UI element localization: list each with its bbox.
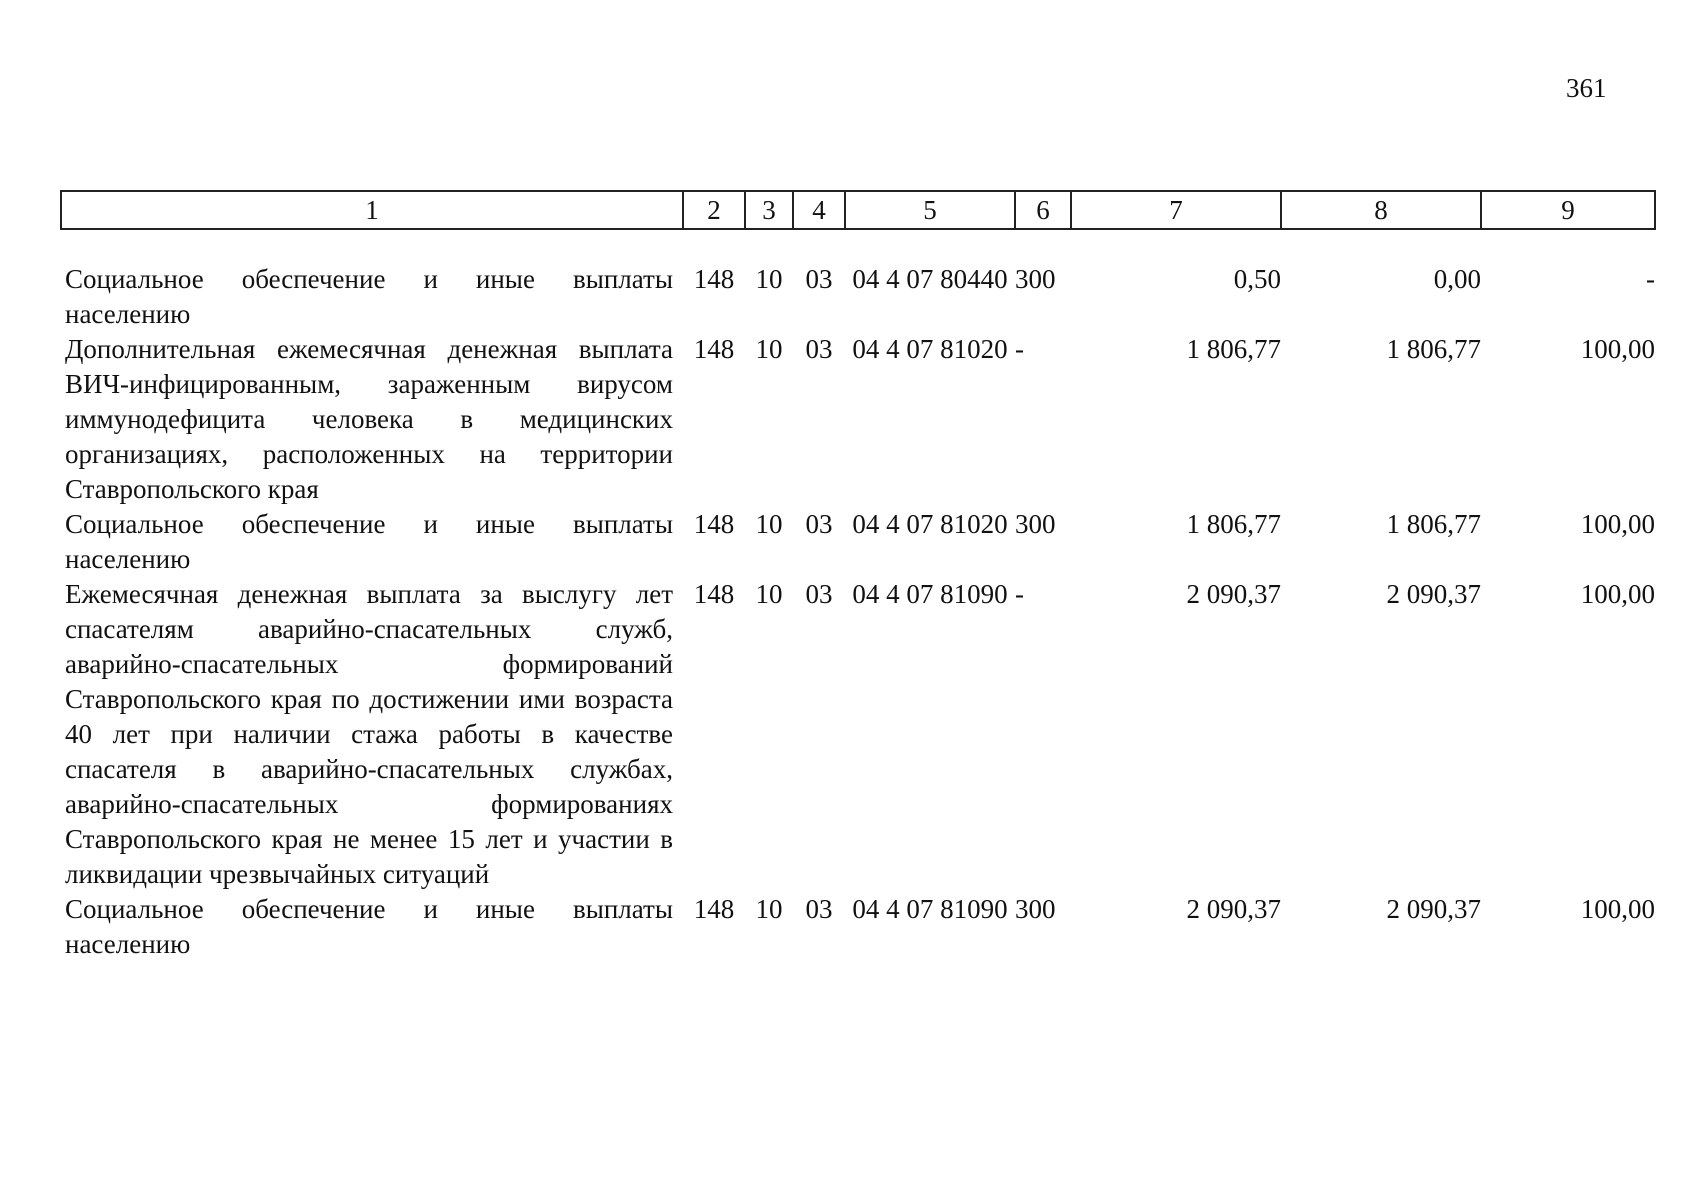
page-number: 361 (1566, 73, 1607, 103)
row-actual-amount: 0,00 (1433, 264, 1481, 294)
row-name: Социальное обеспечение и иные выплаты населению (65, 509, 673, 574)
row-ministry-code: 148 (693, 509, 735, 539)
table-row (61, 229, 1655, 332)
row-name: Социальное обеспечение и иные выплаты населению (65, 264, 673, 329)
column-header-6: 6 (1015, 191, 1071, 229)
row-name: Ежемесячная денежная выплата за выслугу лет спасателям аварийно-спасательных служб, аварийно-спасательных формирований Ставропольского края по достижении ими возраста 40 лет при наличии стажа работы в качестве спасателя в аварийно-спасательных службах, аварийно-спасательных формированиях Ставропольского края не менее 15 лет и участии в ликвидации чрезвычайных ситуаций (65, 579, 673, 889)
row-target-article: 04 4 07 80440 (852, 264, 1008, 294)
row-percent: 100,00 (1580, 509, 1655, 539)
row-percent: 100,00 (1580, 579, 1655, 609)
row-ministry-code: 148 (693, 264, 735, 294)
row-target-article: 04 4 07 81090 (852, 894, 1008, 924)
row-percent: - (1646, 264, 1655, 294)
table-row (61, 577, 1655, 892)
row-subsection-code: 03 (805, 509, 833, 539)
row-section-code: 10 (755, 264, 783, 294)
row-actual-amount: 1 806,77 (1386, 509, 1481, 539)
row-percent: 100,00 (1580, 334, 1655, 364)
row-target-article: 04 4 07 81020 (852, 334, 1008, 364)
row-ministry-code: 148 (693, 894, 735, 924)
row-subsection-code: 03 (805, 264, 833, 294)
row-plan-amount: 1 806,77 (1186, 334, 1281, 364)
column-header-5: 5 (845, 191, 1015, 229)
row-section-code: 10 (755, 334, 783, 364)
row-expense-type: 300 (1015, 509, 1056, 539)
row-ministry-code: 148 (693, 334, 735, 364)
row-target-article: 04 4 07 81090 (852, 579, 1008, 609)
table-body (61, 229, 1655, 962)
column-header-4: 4 (793, 191, 845, 229)
table-row (61, 892, 1655, 962)
column-header-3: 3 (745, 191, 793, 229)
budget-table (60, 190, 1656, 962)
row-subsection-code: 03 (805, 894, 833, 924)
row-subsection-code: 03 (805, 579, 833, 609)
table-row (61, 507, 1655, 577)
row-actual-amount: 1 806,77 (1386, 334, 1481, 364)
table-header (61, 191, 1655, 229)
column-header-1: 1 (61, 191, 683, 229)
row-target-article: 04 4 07 81020 (852, 509, 1008, 539)
header-row (61, 191, 1655, 229)
row-ministry-code: 148 (693, 579, 735, 609)
column-header-9: 9 (1481, 191, 1655, 229)
row-section-code: 10 (755, 509, 783, 539)
row-name: Дополнительная ежемесячная денежная выплата ВИЧ-инфицированным, зараженным вирусом иммунодефицита человека в медицинских организациях, расположенных на территории Ставропольского края (65, 334, 673, 504)
row-plan-amount: 0,50 (1233, 264, 1281, 294)
row-subsection-code: 03 (805, 334, 833, 364)
row-expense-type: - (1015, 579, 1024, 609)
column-header-8: 8 (1281, 191, 1481, 229)
row-name: Социальное обеспечение и иные выплаты населению (65, 894, 673, 959)
row-actual-amount: 2 090,37 (1386, 579, 1481, 609)
row-plan-amount: 1 806,77 (1186, 509, 1281, 539)
column-header-7: 7 (1071, 191, 1281, 229)
row-actual-amount: 2 090,37 (1386, 894, 1481, 924)
row-plan-amount: 2 090,37 (1186, 894, 1281, 924)
row-expense-type: 300 (1015, 894, 1056, 924)
table-row (61, 332, 1655, 507)
row-plan-amount: 2 090,37 (1186, 579, 1281, 609)
row-percent: 100,00 (1580, 894, 1655, 924)
row-section-code: 10 (755, 894, 783, 924)
row-expense-type: 300 (1015, 264, 1056, 294)
row-expense-type: - (1015, 334, 1024, 364)
column-header-2: 2 (683, 191, 745, 229)
row-section-code: 10 (755, 579, 783, 609)
